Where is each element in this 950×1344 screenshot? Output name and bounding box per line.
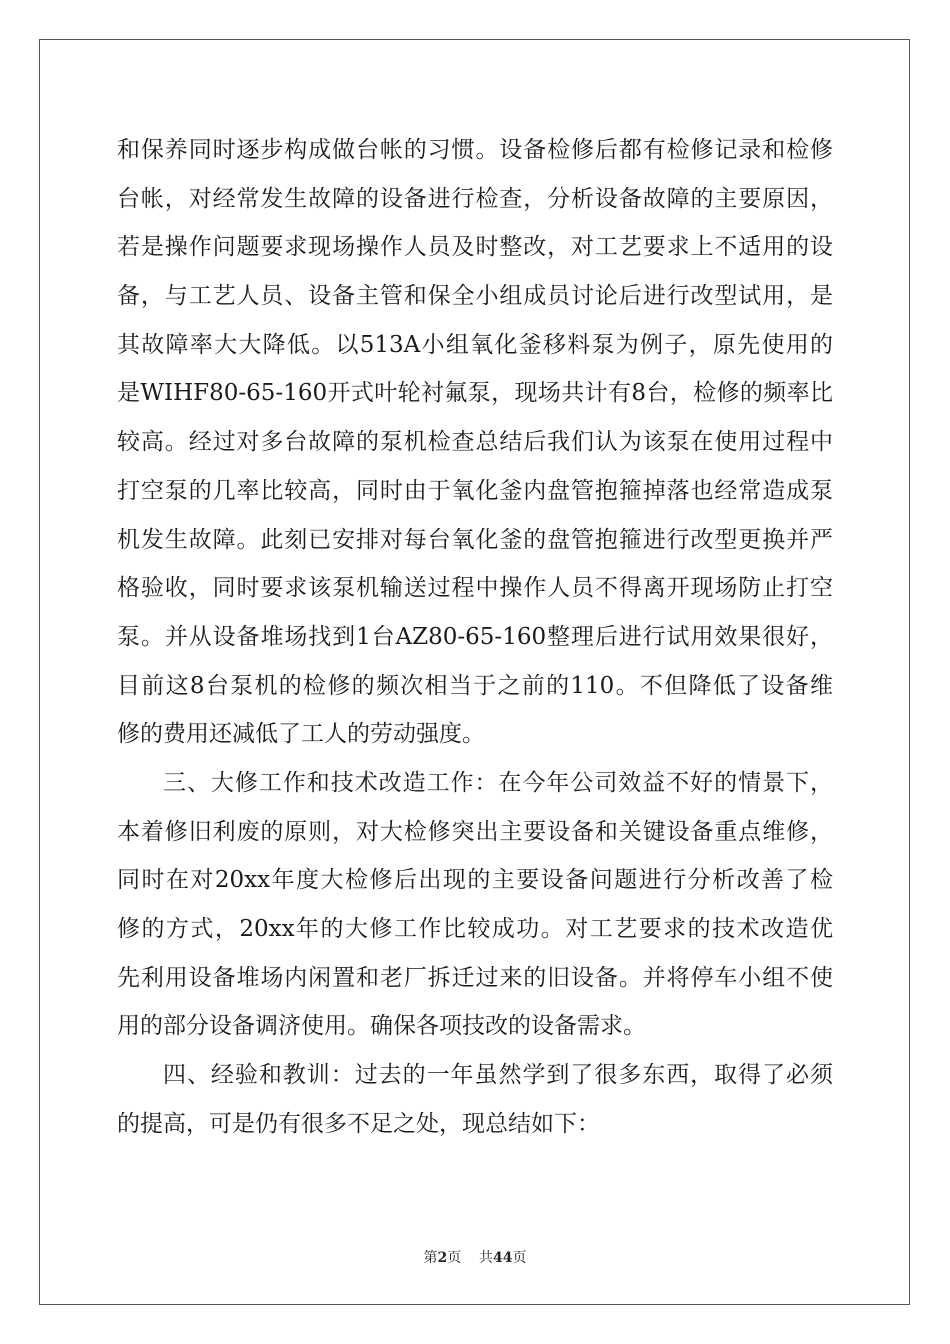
text-line: 机发生故障。此刻已安排对每台氧化釜的盘管抱箍进行改型更换并严 — [117, 526, 833, 553]
page-footer — [0, 1247, 950, 1267]
section-heading-line: 三、大修工作和技术改造工作：在今年公司效益不好的情景下， — [163, 769, 833, 796]
text-line: 打空泵的几率比较高，同时由于氧化釜内盘管抱箍掉落也经常造成泵 — [117, 477, 833, 504]
text-line: 修的费用还减低了工人的劳动强度。 — [117, 721, 485, 748]
text-line: 泵。并从设备堆场找到1台AZ80-65-160整理后进行试用效果很好， — [117, 623, 833, 650]
text-line: 先利用设备堆场内闲置和老厂拆迁过来的旧设备。并将停车小组不使 — [117, 964, 833, 991]
text-line: 修的方式，20xx年的大修工作比较成功。对工艺要求的技术改造优 — [117, 916, 833, 942]
total-prefix: 共 — [479, 1250, 494, 1266]
page-number: 2 — [437, 1250, 448, 1266]
text-line: 用的部分设备调济使用。确保各项技改的设备需求。 — [117, 1013, 646, 1040]
text-line: 和保养同时逐步构成做台帐的习惯。设备检修后都有检修记录和检修 — [117, 137, 833, 163]
text-line: 本着修旧利废的原则，对大检修突出主要设备和关键设备重点维修， — [117, 818, 833, 845]
document-body — [117, 126, 833, 1148]
text-line: 同时在对20xx年度大检修后出现的主要设备问题进行分析改善了检 — [117, 867, 833, 894]
section-heading-line: 四、经验和教训：过去的一年虽然学到了很多东西，取得了必须 — [163, 1062, 833, 1089]
text-line: 其故障率大大降低。以513A小组氧化釜移料泵为例子，原先使用的 — [117, 331, 833, 358]
page-suffix: 页 — [447, 1250, 462, 1266]
text-line: 若是操作问题要求现场操作人员及时整改，对工艺要求上不适用的设 — [117, 234, 833, 261]
text-line: 格验收，同时要求该泵机输送过程中操作人员不得离开现场防止打空 — [117, 575, 833, 602]
text-line: 备，与工艺人员、设备主管和保全小组成员讨论后进行改型试用，是 — [117, 283, 833, 310]
text-line: 的提高，可是仍有很多不足之处，现总结如下： — [117, 1110, 600, 1137]
text-line: 台帐，对经常发生故障的设备进行检查，分析设备故障的主要原因， — [117, 185, 833, 212]
total-suffix: 页 — [512, 1250, 527, 1266]
text-line: 是WIHF80-65-160开式叶轮衬氟泵，现场共计有8台，检修的频率比 — [117, 380, 833, 407]
text-line: 目前这8台泵机的检修的频次相当于之前的110。不但降低了设备维 — [117, 672, 833, 699]
page-prefix: 第 — [423, 1250, 438, 1266]
total-pages: 44 — [493, 1250, 513, 1266]
text-line: 较高。经过对多台故障的泵机检查总结后我们认为该泵在使用过程中 — [117, 429, 833, 456]
